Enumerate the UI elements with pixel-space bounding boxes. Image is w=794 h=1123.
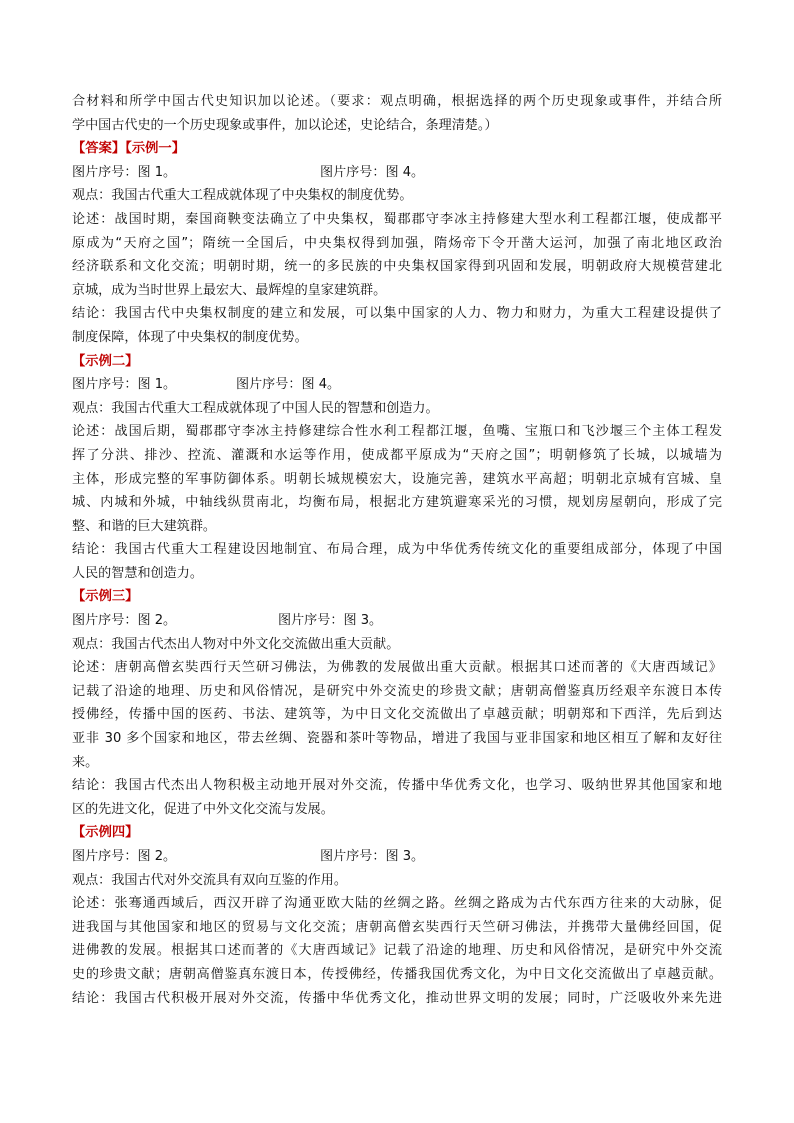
- viewpoint: 观点：我国古代重大工程成就体现了中国人民的智慧和创造力。: [72, 400, 439, 416]
- argument-line: 授佛经，传播中国的医药、书法、建筑等，为中日文化交流做出了卓越贡献；明朝郑和下西洋，先后到达: [72, 707, 722, 723]
- argument-line: 整、和谐的巨大建筑群。: [72, 518, 217, 534]
- example-heading: 【示例三】: [72, 589, 139, 605]
- viewpoint: 观点：我国古代对外交流具有双向互鉴的作用。: [72, 872, 347, 888]
- picture-number: 图片序号：图 3。: [278, 613, 383, 629]
- picture-number: 图片序号：图 2。: [72, 613, 177, 629]
- argument-line: 挥了分洪、排沙、控流、灌溉和水运等作用，使成都平原成为“天府之国”；明朝修筑了长城，以城墙为: [72, 447, 722, 463]
- intro-line: 合材料和所学中国古代史知识加以论述。（要求：观点明确，根据选择的两个历史现象或事件，并结合所: [72, 94, 722, 109]
- argument-line: 亚非 30 多个国家和地区，带去丝绸、瓷器和茶叶等物品，增进了我国与亚非国家和地区相互了解和友好往: [72, 731, 722, 747]
- argument-line: 主体，形成完整的军事防御体系。明朝长城规模宏大，设施完善，建筑水平高超；明朝北京城有宫城、皇: [72, 471, 722, 487]
- argument-line: 经济联系和文化交流；明朝时期，统一的多民族的中央集权国家得到巩固和发展，明朝政府大规模营建北: [72, 259, 722, 275]
- argument-line: 京城，成为当时世界上最宏大、最辉煌的皇家建筑群。: [72, 282, 387, 298]
- picture-number: 图片序号：图 1。: [72, 377, 177, 393]
- example-heading: 【示例二】: [72, 353, 139, 369]
- conclusion-line: 区的先进文化，促进了中外文化交流与发展。: [72, 801, 334, 817]
- answer-label: 【答案】: [72, 141, 126, 157]
- picture-number: 图片序号：图 3。: [320, 849, 425, 864]
- picture-number: 图片序号：图 4。: [320, 164, 425, 180]
- picture-number: 图片序号：图 4。: [236, 377, 341, 393]
- example-label: 【示例一】: [125, 141, 186, 157]
- document-body: [72, 90, 722, 1010]
- example-heading: 【示例四】: [72, 825, 139, 841]
- conclusion-line: 结论：我国古代中央集权制度的建立和发展，可以集中国家的人力、物力和财力，为重大工程建设提供了: [72, 306, 722, 322]
- argument-line: 论述：张骞通西域后，西汉开辟了沟通亚欧大陆的丝绸之路。丝绸之路成为古代东西方往来的大动脉，促: [72, 896, 722, 912]
- conclusion-line: 制度保障，体现了中央集权的制度优势。: [72, 329, 308, 345]
- argument-line: 原成为“天府之国”；隋统一全国后，中央集权得到加强，隋炀帝下令开凿大运河，加强了南北地区政治: [72, 235, 722, 251]
- viewpoint: 观点：我国古代杰出人物对中外文化交流做出重大贡献。: [72, 636, 400, 652]
- picture-numbers: [72, 845, 722, 869]
- argument-line: 论述：战国时期，秦国商鞅变法确立了中央集权，蜀郡郡守李冰主持修建大型水利工程都江堰，使成都平: [72, 211, 722, 227]
- picture-number: 图片序号：图 2。: [72, 849, 177, 864]
- argument-line: 论述：唐朝高僧玄奘西行天竺研习佛法，为佛教的发展做出重大贡献。根据其口述而著的《大唐西域记》: [72, 660, 722, 676]
- conclusion-line: 人民的智慧和创造力。: [72, 565, 203, 581]
- argument-line: 史的珍贵文献；唐朝高僧鉴真东渡日本，传授佛经，传播我国优秀文化，为中日文化交流做出了卓越贡献。: [72, 966, 722, 982]
- viewpoint: 观点：我国古代重大工程成就体现了中央集权的制度优势。: [72, 188, 413, 204]
- intro-line: 学中国古代史的一个历史现象或事件，加以论述，史论结合，条理清楚。）: [72, 117, 498, 133]
- argument-line: 城、内城和外城，中轴线纵贯南北，均衡布局，根据北方建筑避寒采光的习惯，规划房屋朝向，形成了完: [72, 495, 722, 511]
- conclusion-line: 结论：我国古代积极开展对外交流，传播中华优秀文化，推动世界文明的发展；同时，广泛吸收外来先进: [72, 990, 722, 1006]
- argument-line: 进佛教的发展。根据其口述而著的《大唐西域记》记载了沿途的地理、历史和风俗情况，是研究中外交流: [72, 943, 722, 959]
- picture-numbers: [72, 161, 722, 185]
- conclusion-line: 结论：我国古代重大工程建设因地制宜、布局合理，成为中华优秀传统文化的重要组成部分，体现了中国: [72, 542, 722, 558]
- argument-line: 进我国与其他国家和地区的贸易与文化交流；唐朝高僧玄奘西行天竺研习佛法，并携带大量佛经回国，促: [72, 919, 722, 935]
- picture-numbers: [72, 609, 722, 633]
- example-heading: [72, 137, 722, 161]
- argument-line: 来。: [72, 754, 99, 770]
- conclusion-line: 结论：我国古代杰出人物积极主动地开展对外交流，传播中华优秀文化，也学习、吸纳世界其他国家和地: [72, 778, 722, 794]
- picture-number: 图片序号：图 1。: [72, 164, 177, 180]
- picture-numbers: [72, 373, 722, 397]
- argument-line: 记载了沿途的地理、历史和风俗情况，是研究中外交流史的珍贵文献；唐朝高僧鉴真历经艰辛东渡日本传: [72, 683, 722, 699]
- argument-line: 论述：战国后期，蜀郡郡守李冰主持修建综合性水利工程都江堰，鱼嘴、宝瓶口和飞沙堰三个主体工程发: [72, 424, 722, 440]
